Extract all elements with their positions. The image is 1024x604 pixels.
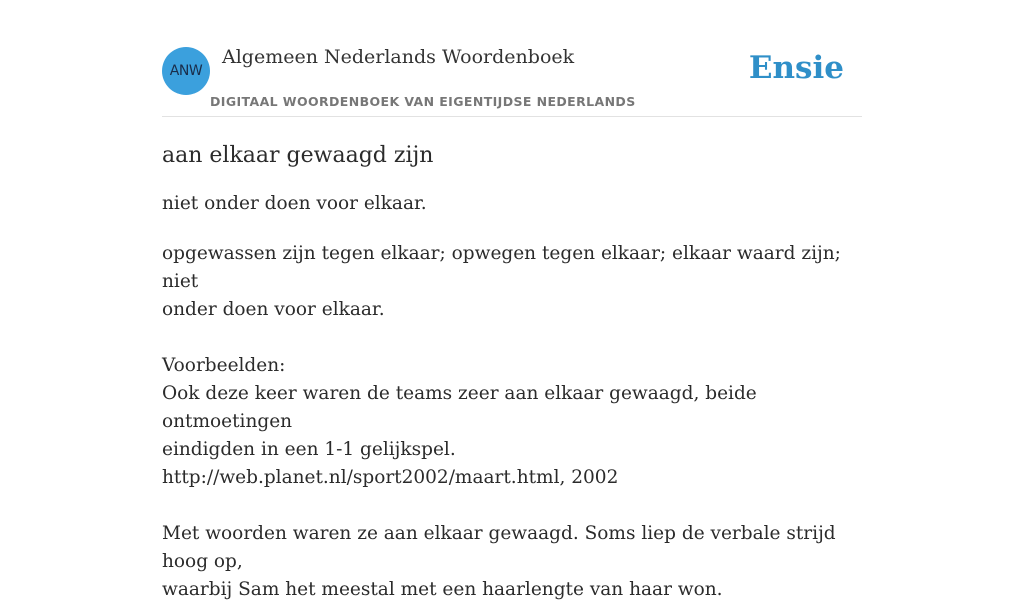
- definition-line: opgewassen zijn tegen elkaar; opwegen tegen elkaar; elkaar waard zijn; niet: [162, 243, 841, 292]
- anw-logo[interactable]: ANW: [162, 47, 210, 95]
- entry-term: aan elkaar gewaagd zijn: [162, 143, 434, 168]
- example-source: http://web.planet.nl/sport2002/maart.html, 2002: [162, 467, 619, 488]
- definition-body: [162, 240, 862, 604]
- example-line: eindigden in een 1-1 gelijkspel.: [162, 439, 456, 460]
- page-content: [162, 0, 862, 604]
- ensie-logo[interactable]: Ensie: [748, 50, 844, 86]
- site-title[interactable]: Algemeen Nederlands Woordenboek: [222, 46, 575, 68]
- short-definition: niet onder doen voor elkaar.: [162, 193, 427, 214]
- site-header: [162, 0, 862, 117]
- example-line: Met woorden waren ze aan elkaar gewaagd. Soms liep de verbale strijd hoog op,: [162, 523, 836, 572]
- example-line: Ook deze keer waren de teams zeer aan elkaar gewaagd, beide ontmoetingen: [162, 383, 757, 432]
- example-line: waarbij Sam het meestal met een haarlengte van haar won.: [162, 579, 723, 600]
- definition-line: onder doen voor elkaar.: [162, 299, 385, 320]
- examples-label: Voorbeelden:: [162, 355, 286, 376]
- site-subtitle: DIGITAAL WOORDENBOEK VAN EIGENTIJDSE NEDERLANDS: [210, 94, 636, 109]
